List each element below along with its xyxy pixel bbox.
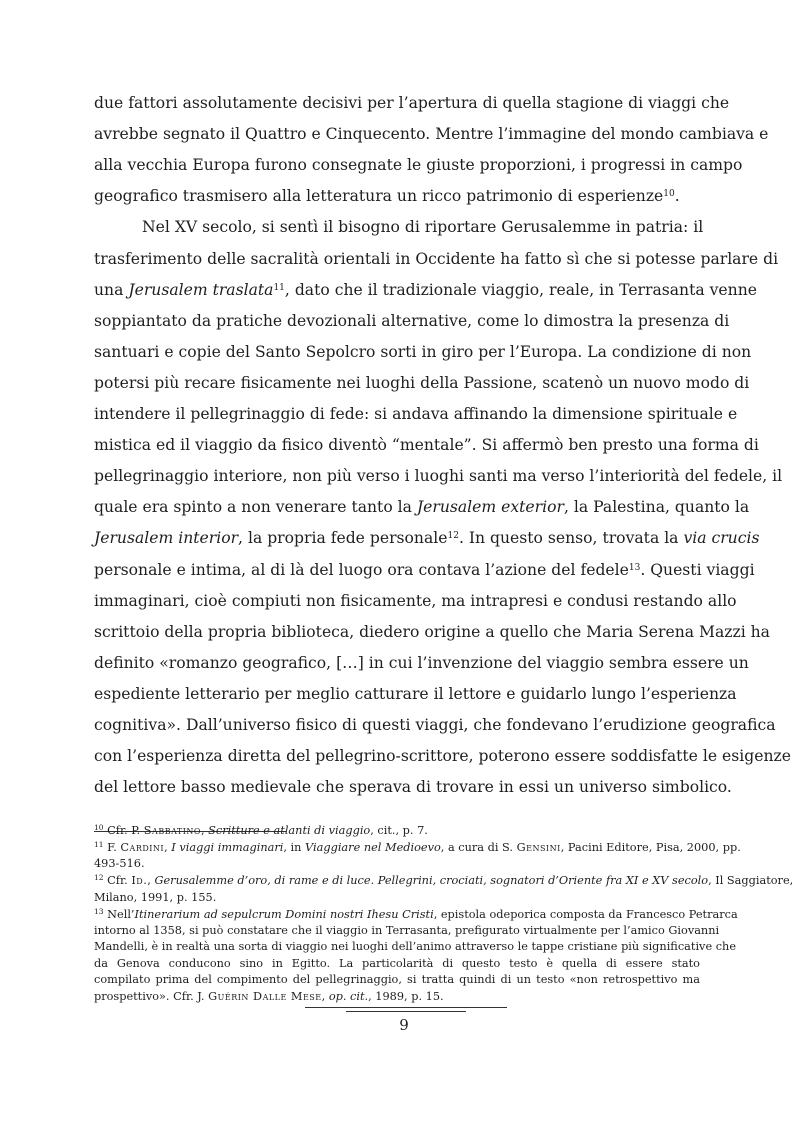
text-run: . Questi viaggi [640, 561, 755, 579]
text-run: scrittoio della propria biblioteca, diedero origine a quello che Maria Serena Mazzi ha [94, 623, 770, 641]
text-run: cognitiva». Dall’universo fisico di questi viaggi, che fondevano l’erudizione geografica [94, 716, 776, 734]
text-run: due fattori assolutamente decisivi per l’apertura di quella stagione di viaggi che [94, 94, 730, 112]
text-run: , [147, 874, 155, 887]
footnote-line-4 [94, 873, 794, 888]
text-run: una [94, 281, 129, 299]
text-run: , [164, 841, 172, 854]
footnote-ref: 11 [273, 283, 285, 293]
text-run: , la propria fede personale [238, 529, 448, 547]
text-run: Cardini [120, 841, 165, 854]
body-line-9 [94, 342, 752, 362]
text-run: pellegrinaggio interiore, non più verso i luoghi santi ma verso l’interiorità del fedele, il [94, 467, 783, 485]
footnote-line-10 [94, 973, 700, 987]
footnote-ref: 13 [628, 563, 641, 573]
page-number-rule-top [305, 1007, 507, 1008]
body-line-18 [94, 622, 770, 642]
text-run: definito «romanzo geografico, […] in cui l’invenzione del viaggio sembra essere un [94, 654, 749, 672]
text-run: da Genova conducono sino in Egitto. La particolarità di questo testo è quella di essere stato [94, 957, 700, 970]
body-line-8 [94, 311, 730, 331]
body-line-12 [94, 435, 759, 455]
text-run: , epistola odeporica composta da Francesco Petrarca [433, 908, 738, 921]
text-run: immaginari, cioè compiuti non fisicamente, ma intrapresi e condusi restando allo [94, 592, 737, 610]
footnote-line-5 [94, 891, 700, 905]
text-run: Guérin Dalle Mese [208, 990, 322, 1003]
italic-text: Jerusalem exterior [416, 498, 564, 516]
body-line-13 [94, 466, 783, 486]
footnote-line-7 [94, 924, 720, 938]
footnote-line-3 [94, 857, 700, 871]
text-run: avrebbe segnato il Quattro e Cinquecento. Mentre l’immagine del mondo cambiava e [94, 125, 769, 143]
text-run: quale era spinto a non venerare tanto la [94, 498, 417, 516]
text-run: , dato che il tradizionale viaggio, reale, in Terrasanta venne [284, 281, 757, 299]
body-line-14 [94, 497, 750, 517]
text-run: del lettore basso medievale che sperava di trovare in essi un universo simbolico. [94, 778, 732, 796]
page-number-rule-bottom [346, 1011, 466, 1012]
text-run: , a cura di S. [440, 841, 517, 854]
body-line-17 [94, 591, 737, 611]
italic-text: I viaggi immaginari [171, 841, 284, 854]
footnote-line-2 [94, 840, 741, 855]
text-run: , Pacini Editore, Pisa, 2000, pp. [560, 841, 741, 854]
body-line-19 [94, 653, 749, 673]
body-line-5 [142, 217, 704, 237]
text-run: , cit., p. 7. [370, 824, 428, 837]
footnote-line-11 [94, 990, 700, 1004]
text-run: geografico trasmisero alla letteratura un ricco patrimonio di esperienze [94, 187, 664, 205]
body-line-23 [94, 777, 732, 797]
footnote-ref: 10 [94, 823, 104, 832]
text-run: Sabbatino [143, 824, 201, 837]
footnote-ref: 13 [94, 907, 104, 916]
italic-text: Gerusalemme d’oro, di rame e di luce. Pellegrini, crociati, sognatori d’Oriente fra XI e XV secolo [154, 874, 709, 887]
italic-text: Scritture e atlanti di viaggio [208, 824, 371, 837]
footnote-line-1 [94, 824, 700, 838]
text-run: Nell’ [103, 908, 135, 921]
text-run: Cfr. P. [103, 824, 144, 837]
text-run: Nel XV secolo, si sentì il bisogno di riportare Gerusalemme in patria: il [142, 218, 704, 236]
text-run: espediente letterario per meglio catturare il lettore e guidarlo lungo l’esperienza [94, 685, 737, 703]
text-run: intendere il pellegrinaggio di fede: si andava affinando la dimensione spirituale e [94, 405, 738, 423]
body-line-6 [94, 249, 779, 269]
text-run: santuari e copie del Santo Sepolcro sorti in giro per l’Europa. La condizione di non [94, 343, 752, 361]
text-run: Gensini [516, 841, 561, 854]
body-line-21 [94, 715, 776, 735]
footnote-ref: 12 [447, 531, 459, 541]
body-line-16 [94, 560, 755, 580]
body-line-4 [94, 186, 700, 206]
text-run: , Il Saggiatore, [708, 874, 794, 887]
body-line-10 [94, 373, 750, 393]
text-run: , [200, 824, 209, 837]
page-number: 9 [399, 1016, 409, 1034]
body-line-22 [94, 746, 791, 766]
italic-text: Itinerarium ad sepulcrum Domini nostri Ihesu Cristi [134, 908, 434, 921]
text-run: soppiantato da pratiche devozionali alternative, come lo dimostra la presenza di [94, 312, 730, 330]
text-run: Milano, 1991, p. 155. [94, 891, 217, 904]
text-run: alla vecchia Europa furono consegnate le giuste proporzioni, i progressi in campo [94, 156, 743, 174]
text-run: compilato prima del compimento del pellegrinaggio, si tratta quindi di un testo «non retrospettivo ma [94, 973, 700, 986]
text-run: . [674, 187, 680, 205]
footnote-line-8 [94, 940, 737, 954]
body-line-11 [94, 404, 738, 424]
text-run: Mandelli, è in realtà una sorta di viaggio nei luoghi dell’animo attraverso le tappe cristiane più significative che [94, 940, 737, 953]
body-line-7 [94, 280, 757, 300]
footnote-line-6 [94, 907, 738, 922]
footnote-line-9 [94, 957, 700, 971]
italic-text: op. cit. [328, 990, 369, 1003]
text-run: . In questo senso, trovata la [458, 529, 684, 547]
text-run: , la Palestina, quanto la [563, 498, 750, 516]
text-run: F. [103, 841, 121, 854]
text-run: , [321, 990, 329, 1003]
text-run: prospettivo». Cfr. J. [94, 990, 209, 1003]
text-run: potersi più recare fisicamente nei luoghi della Passione, scatenò un nuovo modo di [94, 374, 750, 392]
text-run: trasferimento delle sacralità orientali in Occidente ha fatto sì che si potesse parlare di [94, 250, 779, 268]
italic-text: Viaggiare nel Medioevo [305, 841, 441, 854]
text-run: intorno al 1358, si può constatare che il viaggio in Terrasanta, prefigurato virtualmente per l’amico Giovanni [94, 924, 720, 937]
footnote-ref: 10 [663, 189, 675, 199]
footnote-ref: 11 [94, 840, 104, 849]
body-line-20 [94, 684, 737, 704]
body-line-15 [94, 528, 760, 548]
italic-text: via crucis [683, 529, 760, 547]
footnote-ref: 12 [94, 873, 104, 882]
text-run: Id. [131, 874, 148, 887]
text-run: con l’esperienza diretta del pellegrino-scrittore, poterono essere soddisfatte le esigenze [94, 747, 791, 765]
text-run: 493-516. [94, 857, 145, 870]
body-line-3 [94, 155, 743, 175]
italic-text: Jerusalem interior [94, 529, 239, 547]
body-line-2 [94, 124, 769, 144]
italic-text: Jerusalem traslata [128, 281, 274, 299]
text-run: personale e intima, al di là del luogo ora contava l’azione del fedele [94, 561, 629, 579]
text-run: , in [283, 841, 306, 854]
body-line-1 [94, 93, 730, 113]
text-run: mistica ed il viaggio da fisico diventò “mentale”. Si affermò ben presto una forma di [94, 436, 759, 454]
text-run: , 1989, p. 15. [368, 990, 444, 1003]
text-run: Cfr. [103, 874, 132, 887]
